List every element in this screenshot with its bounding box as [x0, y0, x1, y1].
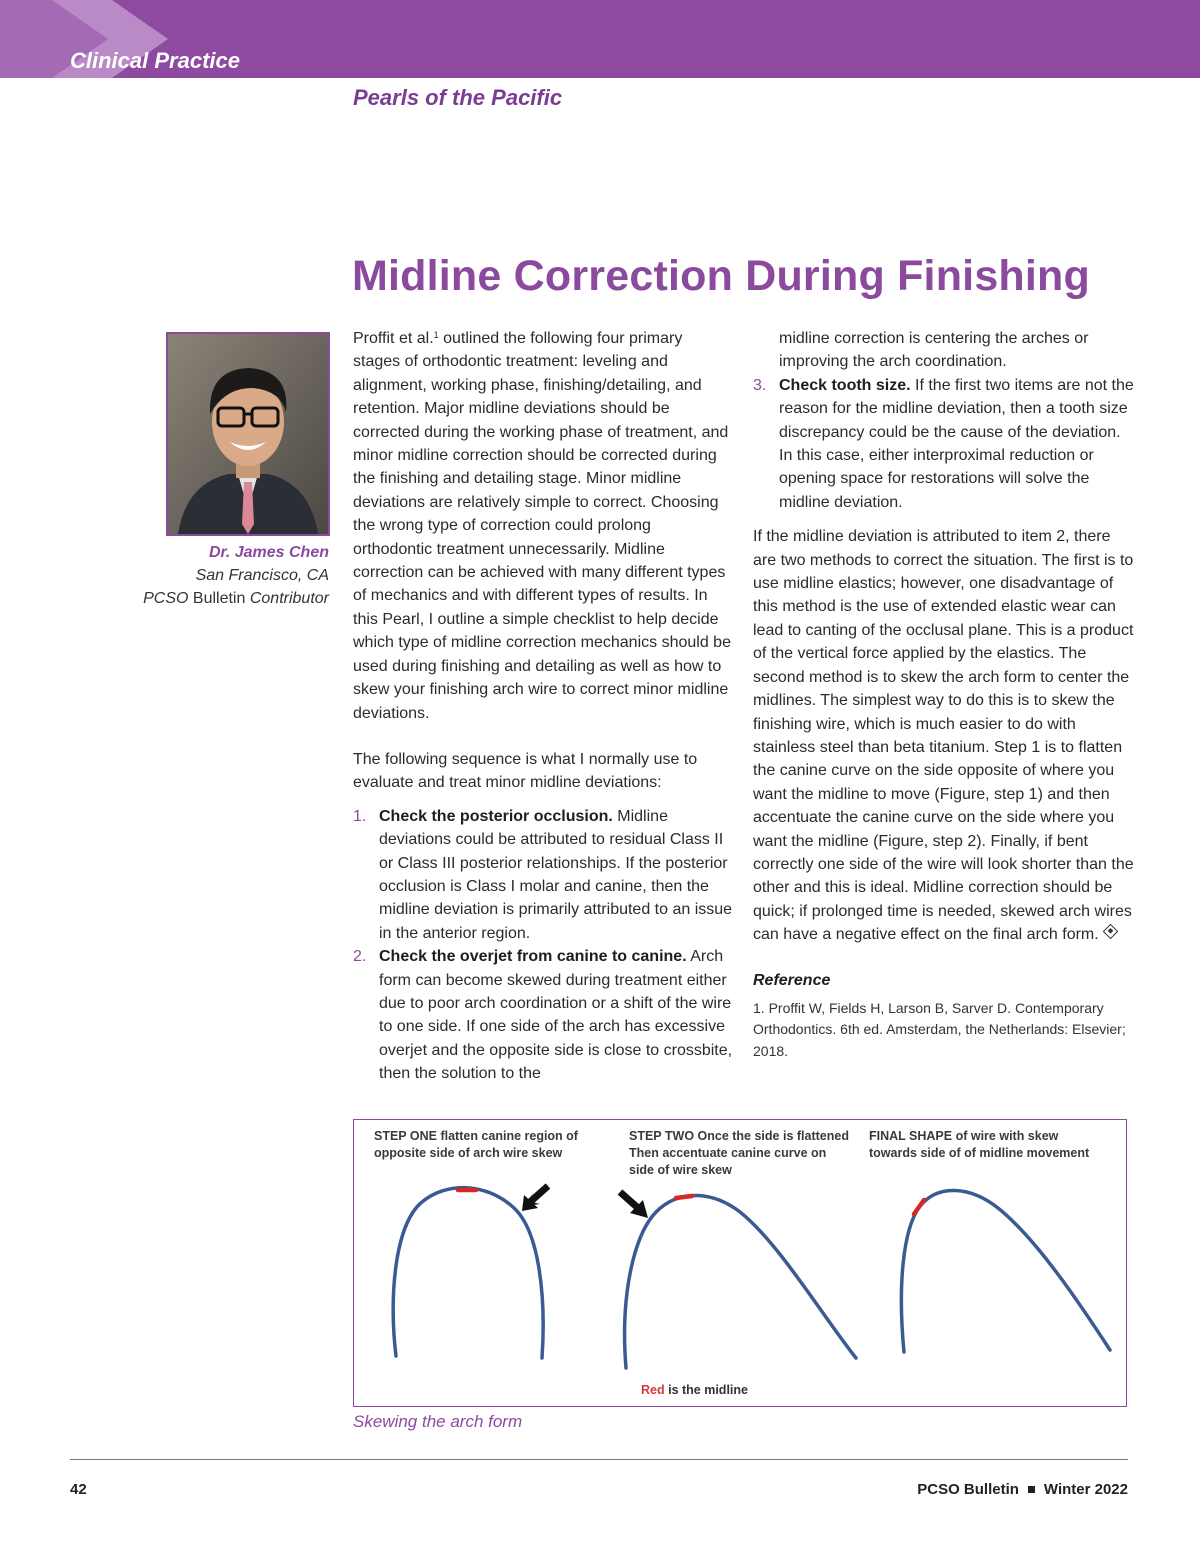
end-mark-icon	[1102, 924, 1118, 940]
header-banner	[0, 0, 1200, 78]
figure-legend	[641, 1383, 748, 1397]
footer-divider	[70, 1459, 1128, 1460]
checklist-number: 3.	[753, 376, 767, 394]
author-role	[100, 587, 329, 610]
checklist-text: If the first two items are not the reason for the midline deviation, then a tooth size discrepancy could be the cause of the deviation. In this case, either interproximal reduction or opening space for restorations will solve the midline deviation.	[779, 376, 1134, 511]
figure-step-two-label: STEP TWO Once the side is flattened Then accentuate canine curve on side of wire skew	[629, 1129, 849, 1177]
citation-superscript: 1	[433, 330, 439, 340]
final-shape-wire	[901, 1190, 1110, 1352]
article-column-right	[753, 327, 1138, 1062]
step-two-wire	[625, 1195, 856, 1368]
page-number: 42	[70, 1481, 87, 1498]
intro-paragraph	[353, 327, 733, 725]
checklist-heading: Check the overjet from canine to canine.	[379, 948, 687, 966]
checklist-item	[353, 945, 733, 1085]
final-shape-midline-marker	[914, 1200, 924, 1214]
legend-rest: is the midline	[664, 1383, 748, 1397]
author-photo	[166, 332, 330, 536]
figure-final-shape-label: FINAL SHAPE of wire with skew towards side of of midline movement	[869, 1129, 1090, 1160]
sequence-intro: The following sequence is what I normally use to evaluate and treat minor midline deviations:	[353, 750, 698, 792]
checklist-text: Midline deviations could be attributed to residual Class II or Class III posterior relationships. If the posterior occlusion is Class I molar and canine, then the midline deviation is primarily attributed to an issue in the anterior region.	[379, 807, 733, 942]
checklist-heading: Check the posterior occlusion.	[379, 807, 613, 825]
checklist-item	[753, 374, 1138, 514]
reference-heading: Reference	[753, 971, 831, 989]
author-byline	[100, 541, 329, 610]
series-title: Pearls of the Pacific	[353, 85, 563, 110]
article-title: Midline Correction During Finishing	[352, 252, 1090, 300]
checklist-text: Arch form can become skewed during treatment either due to poor arch coordination or a shift of the wire to one side. If one side of the arch has excessive overjet and the opposite side is close to crossbite, then the solution to the	[379, 948, 733, 1083]
checklist-number: 2.	[353, 948, 367, 966]
issue-name: Winter 2022	[1043, 1481, 1128, 1498]
step-two-midline-marker	[676, 1196, 692, 1198]
legend-red-word: Red	[641, 1383, 665, 1397]
author-location: San Francisco, CA	[195, 567, 329, 584]
checklist-continued: midline correction is centering the arches or improving the arch coordination.	[779, 330, 1089, 371]
step-one-wire	[393, 1188, 543, 1358]
figure-caption: Skewing the arch form	[353, 1412, 523, 1431]
intro-text-start: Proffit et al.	[353, 330, 434, 347]
checklist	[353, 805, 733, 1086]
checklist-continued-list	[753, 374, 1138, 514]
reference-text: 1. Proffit W, Fields H, Larson B, Sarver D. Contemporary Orthodontics. 6th ed. Amsterdam, the Netherlands: Elsevier; 2018.	[753, 999, 1126, 1059]
footer-publication	[917, 1481, 1128, 1498]
checklist-number: 1.	[353, 807, 367, 825]
closing-paragraph	[753, 525, 1138, 946]
author-role-suffix: Contributor	[249, 590, 329, 607]
author-role-middle: Bulletin	[192, 590, 246, 607]
arch-wire-diagrams	[354, 1120, 1128, 1408]
article-column-left	[353, 327, 733, 1086]
author-name: Dr. James Chen	[208, 544, 329, 561]
figure-box	[353, 1119, 1127, 1407]
section-label: Clinical Practice	[70, 48, 240, 73]
author-role-prefix: PCSO	[143, 590, 189, 607]
publication-name: PCSO Bulletin	[917, 1481, 1019, 1498]
separator-square-icon	[1028, 1486, 1035, 1493]
figure-step-one-label: STEP ONE flatten canine region of opposite side of arch wire skew	[374, 1129, 578, 1160]
intro-text-rest: outlined the following four primary stages of orthodontic treatment: leveling and alignment, working phase, finishing/detailing, and retention. Major midline deviations should be corrected during the working phase of treatment, and minor midline correction should be corrected during the finishing and detailing stage. Minor midline deviations are relatively simple to correct. Choosing the wrong type of correction could prolong orthodontic treatment unnecessarily. Midline correction can be achieved with many different types of mechanics and with different types of results. In this Pearl, I outline a simple checklist to help decide which type of midline correction mechanics should be used during finishing and detailing as well as how to skew your finishing arch wire to correct minor midline deviations.	[353, 330, 731, 722]
checklist-heading: Check tooth size.	[779, 376, 911, 394]
closing-text: If the midline deviation is attributed to item 2, there are two methods to correct the situation. The first is to use midline elastics; however, one disadvantage of this method is the use of extended elastic wear can lead to canting of the occlusal plane. This is a product of the vertical force applied by the elastics. The second method is to skew the arch form to center the midlines. The simplest way to do this is to skew the finishing wire, which is much easier to do with stainless steel than beta titanium. Step 1 is to flatten the canine curve on the side opposite of where you want the midline to move (Figure, step 1) and then accentuate the canine curve on the side where you want the midline (Figure, step 2). Finally, if bent correctly one side of the wire will look shorter than the other and this is ideal. Midline correction should be quick; if prolonged time is needed, skewed arch wires can have a negative effect on the final arch form.	[753, 528, 1134, 944]
checklist-item	[353, 805, 733, 945]
